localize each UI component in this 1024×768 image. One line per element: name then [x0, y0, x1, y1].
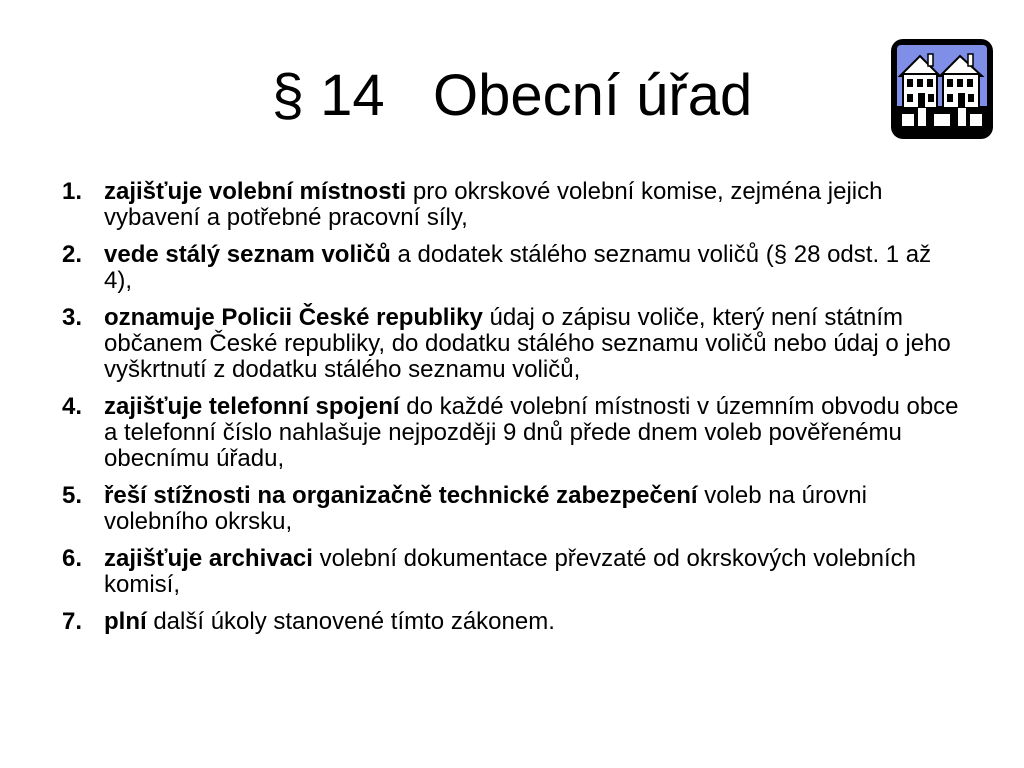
- item-number: 5.: [62, 482, 83, 509]
- item-text: pro okrskové volební komise, zejména jejich vybavení a potřebné pracovní síly,: [104, 178, 883, 231]
- item-lead: řeší stížnosti na organizačně technické zabezpečení: [104, 482, 698, 509]
- item-lead: vede stálý seznam voličů: [104, 241, 391, 268]
- item-number: 6.: [62, 545, 83, 572]
- item-lead: zajišťuje volební místnosti: [104, 178, 407, 205]
- list-item: [0, 305, 1024, 383]
- list-item: [0, 609, 1024, 635]
- list-item: [0, 546, 1024, 598]
- duties-list: [0, 179, 1024, 646]
- houses-icon: [890, 38, 994, 140]
- item-number: 4.: [62, 393, 83, 420]
- item-lead: zajišťuje telefonní spojení: [104, 393, 400, 420]
- item-number: 7.: [62, 608, 83, 635]
- item-text: a dodatek stálého seznamu voličů (§ 28 odst. 1 až 4),: [104, 241, 932, 294]
- item-lead: zajišťuje archivaci: [104, 545, 313, 572]
- item-lead: oznamuje Policii České republiky: [104, 304, 483, 331]
- item-number: 1.: [62, 178, 83, 205]
- slide-title: § 14 Obecní úřad: [271, 63, 753, 128]
- item-number: 3.: [62, 304, 83, 331]
- list-item: [0, 483, 1024, 535]
- item-text: údaj o zápisu voliče, který není státním občanem České republiky, do dodatku stálého seznamu voličů nebo údaj o jeho vyškrtnutí z dodatku stálého seznamu voličů,: [104, 304, 951, 383]
- item-number: 2.: [62, 241, 83, 268]
- item-text: voleb na úrovni volebního okrsku,: [104, 482, 867, 535]
- list-item: [0, 242, 1024, 294]
- item-text: další úkoly stanovené tímto zákonem.: [146, 608, 555, 635]
- item-text: volební dokumentace převzaté od okrskových volebních komisí,: [104, 545, 916, 598]
- list-item: [0, 394, 1024, 472]
- list-item: [0, 179, 1024, 231]
- item-lead: plní: [104, 608, 147, 635]
- item-text: do každé volební místnosti v územním obvodu obce a telefonní číslo nahlašuje nejpozději 9 dnů přede dnem voleb pověřenému obecnímu úřadu,: [104, 393, 959, 472]
